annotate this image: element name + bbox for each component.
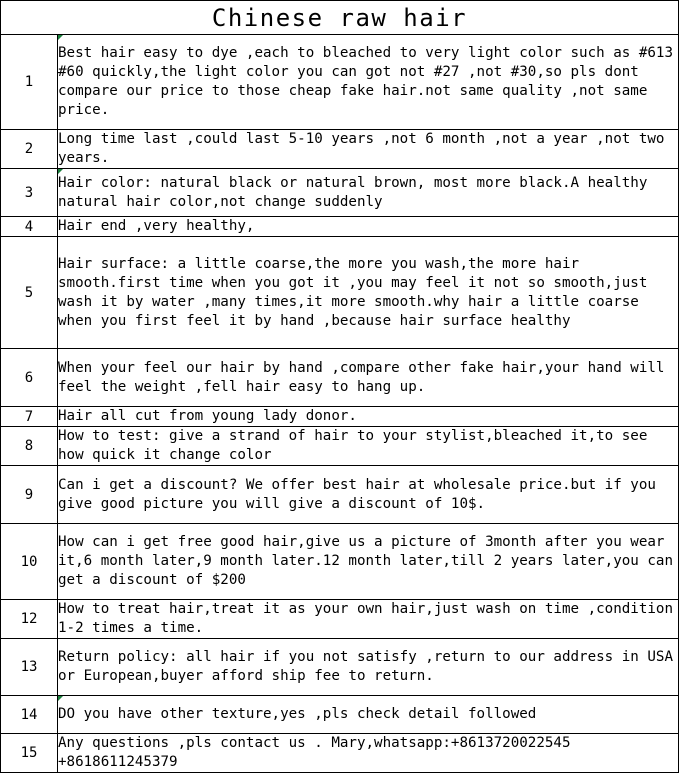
row-number: 12 [1,600,58,639]
row-text: Any questions ,pls contact us . Mary,whatsapp:+8613720022545 +8618611245379 [58,734,679,773]
table-row [1,639,679,696]
row-number: 5 [1,237,58,349]
row-number: 4 [1,217,58,237]
row-number: 9 [1,466,58,524]
table-row [1,696,679,734]
row-number: 14 [1,696,58,734]
table-row [1,600,679,639]
row-text: How can i get free good hair,give us a picture of 3month after you wear it,6 month later,9 month later.12 month later,till 2 years later,you can get a discount of $200 [58,524,679,600]
table-row [1,169,679,217]
title-row [1,1,679,35]
table-row [1,237,679,349]
row-text: How to test: give a strand of hair to your stylist,bleached it,to see how quick it change color [58,427,679,466]
table-row [1,466,679,524]
row-text: Can i get a discount? We offer best hair at wholesale price.but if you give good picture you will give a discount of 10$. [58,466,679,524]
table-row [1,734,679,773]
row-text: Hair color: natural black or natural brown, most more black.A healthy natural hair color,not change suddenly [58,169,679,217]
row-text: DO you have other texture,yes ,pls check detail followed [58,696,679,734]
table-row [1,427,679,466]
table-row [1,407,679,427]
row-text: Hair surface: a little coarse,the more you wash,the more hair smooth.first time when you got it ,you may feel it not so smooth,just wash it by water ,many times,it more smooth.why hair a little coarse when you first feel it by hand ,because hair surface healthy [58,237,679,349]
row-number: 7 [1,407,58,427]
row-text: How to treat hair,treat it as your own hair,just wash on time ,condition 1-2 times a time. [58,600,679,639]
row-number: 15 [1,734,58,773]
row-number: 3 [1,169,58,217]
row-text: Hair end ,very healthy, [58,217,679,237]
row-number: 13 [1,639,58,696]
table-row [1,35,679,130]
row-number: 10 [1,524,58,600]
row-text: Return policy: all hair if you not satisfy ,return to our address in USA or European,buyer afford ship fee to return. [58,639,679,696]
row-text: When your feel our hair by hand ,compare other fake hair,your hand will feel the weight ,fell hair easy to hang up. [58,349,679,407]
table-row [1,130,679,169]
row-text: Best hair easy to dye ,each to bleached to very light color such as #613 #60 quickly,the light color you can got not #27 ,not #30,so pls dont compare our price to those cheap fake hair.not same quality ,not same price. [58,35,679,130]
row-number: 1 [1,35,58,130]
table-row [1,217,679,237]
table-row [1,524,679,600]
row-number: 8 [1,427,58,466]
row-text: Long time last ,could last 5-10 years ,not 6 month ,not a year ,not two years. [58,130,679,169]
page-title: Chinese raw hair [1,1,679,35]
row-text: Hair all cut from young lady donor. [58,407,679,427]
table-row [1,349,679,407]
row-number: 6 [1,349,58,407]
row-number: 2 [1,130,58,169]
